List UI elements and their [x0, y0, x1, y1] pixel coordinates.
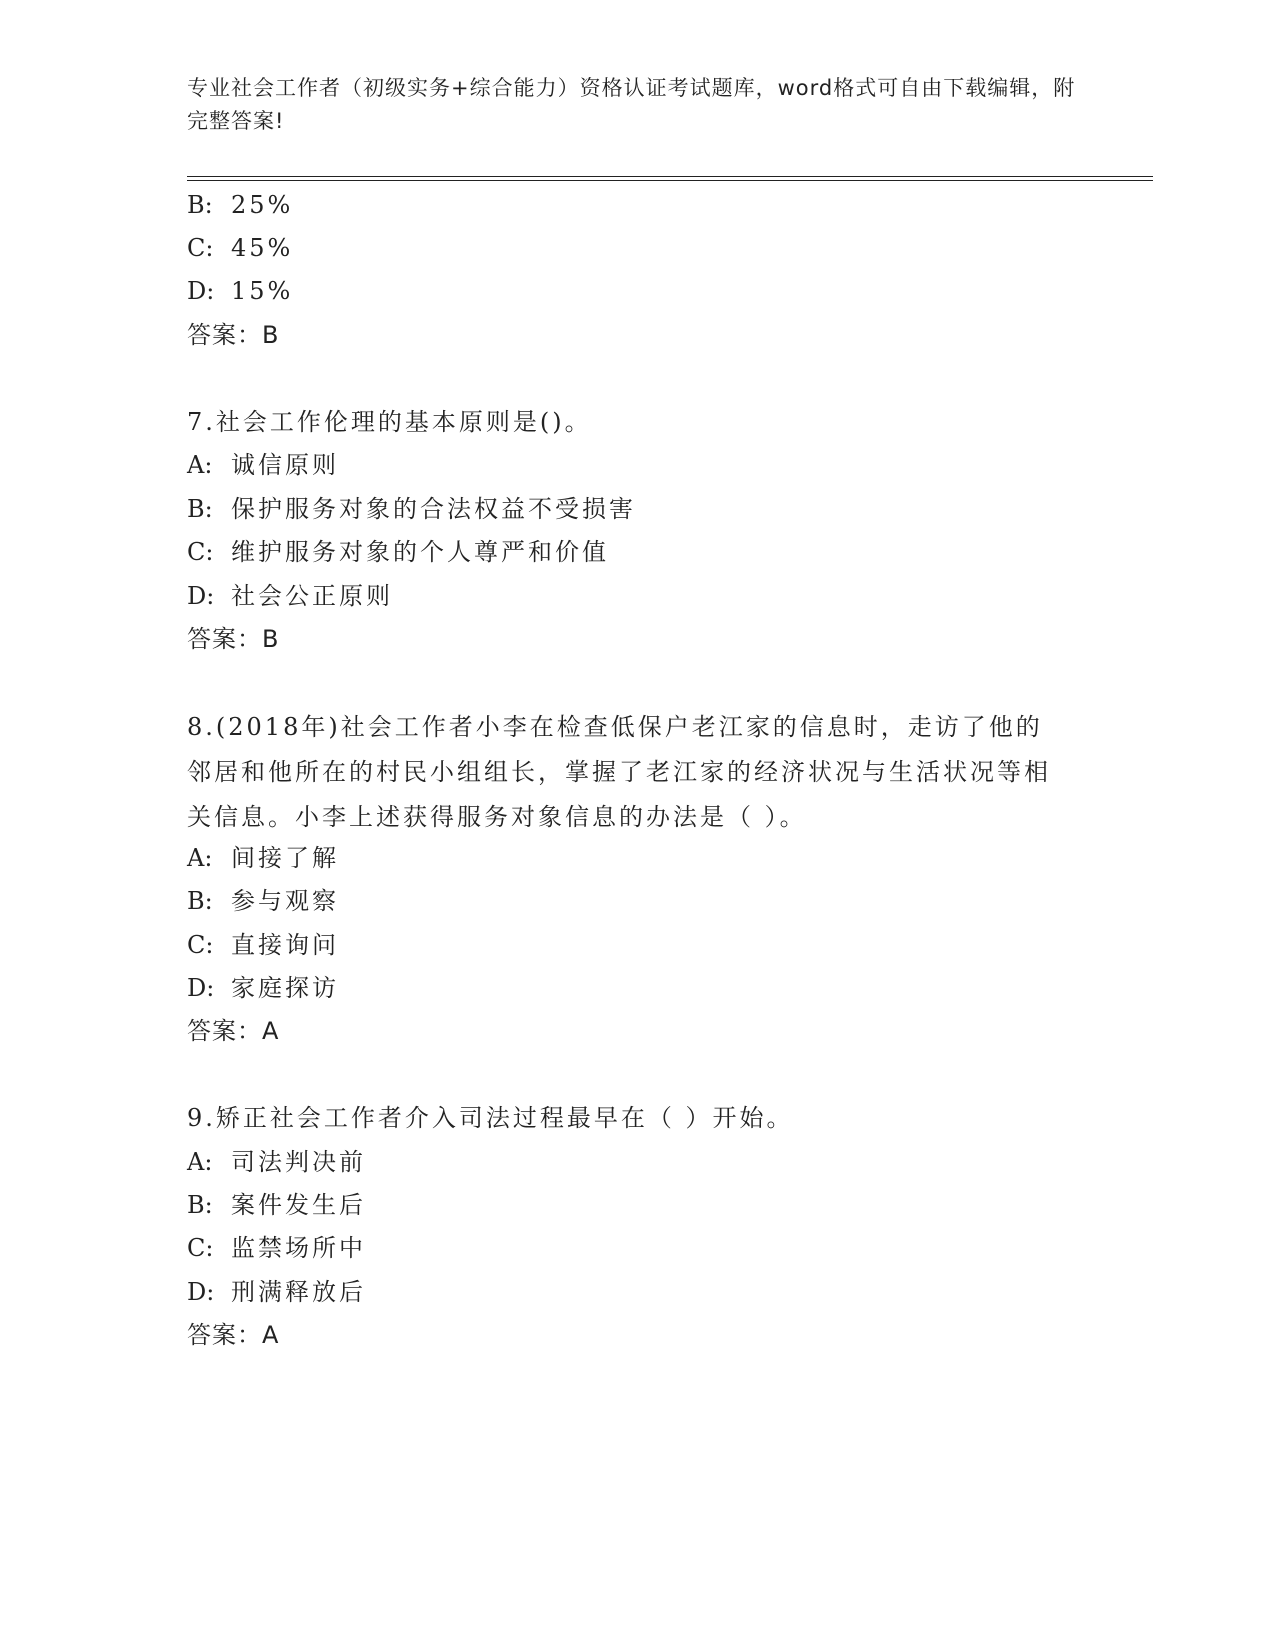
option-row — [187, 1277, 366, 1307]
question-stem: 7.社会工作伦理的基本原则是()。 — [187, 408, 592, 436]
option-text: 家庭探访 — [231, 974, 339, 1002]
option-key: C: — [187, 538, 214, 566]
option-key: D: — [187, 582, 215, 610]
option-row — [187, 494, 636, 524]
option-row — [187, 973, 339, 1003]
option-row — [187, 233, 293, 263]
question-stem: 9.矫正社会工作者介入司法过程最早在（ ）开始。 — [187, 1104, 794, 1132]
option-key: B: — [187, 1191, 213, 1219]
option-text: 45% — [231, 234, 294, 262]
answer-line: 答案：B — [187, 625, 280, 653]
option-key: A: — [187, 844, 213, 872]
answer-line: 答案：A — [187, 1017, 280, 1045]
document-header: 专业社会工作者（初级实务+综合能力）资格认证考试题库，word格式可自由下载编辑，附完整答案! — [187, 76, 1076, 133]
option-text: 15% — [231, 277, 294, 305]
option-row — [187, 450, 339, 480]
option-row — [187, 190, 293, 220]
option-text: 诚信原则 — [231, 451, 339, 479]
answer-line: 答案：B — [187, 321, 280, 349]
option-text: 保护服务对象的合法权益不受损害 — [231, 495, 636, 523]
option-key: A: — [187, 1148, 213, 1176]
option-text: 间接了解 — [231, 844, 339, 872]
option-text: 维护服务对象的个人尊严和价值 — [231, 538, 609, 566]
option-key: B: — [187, 887, 213, 915]
option-row — [187, 1147, 366, 1177]
option-row — [187, 886, 339, 916]
option-text: 案件发生后 — [231, 1191, 366, 1219]
option-key: D: — [187, 277, 215, 305]
option-key: A: — [187, 451, 213, 479]
option-text: 社会公正原则 — [231, 582, 393, 610]
option-text: 参与观察 — [231, 887, 339, 915]
answer-line: 答案：A — [187, 1321, 280, 1349]
option-key: C: — [187, 234, 214, 262]
option-text: 司法判决前 — [231, 1148, 366, 1176]
header-divider — [187, 176, 1153, 181]
option-key: C: — [187, 1234, 214, 1262]
option-key: B: — [187, 495, 213, 523]
option-text: 直接询问 — [231, 931, 339, 959]
option-text: 监禁场所中 — [231, 1234, 366, 1262]
option-row — [187, 581, 393, 611]
question-stem: 8.(2018年)社会工作者小李在检查低保户老江家的信息时，走访了他的邻居和他所在的村民小组组长，掌握了老江家的经济状况与生活状况等相关信息。小李上述获得服务对象信息的办法是（ ）。 — [187, 713, 1051, 831]
option-text: 25% — [231, 191, 294, 219]
option-row — [187, 537, 609, 567]
option-key: D: — [187, 1278, 215, 1306]
option-key: D: — [187, 974, 215, 1002]
option-row — [187, 276, 293, 306]
option-row — [187, 1233, 366, 1263]
option-row — [187, 843, 339, 873]
option-row — [187, 1190, 366, 1220]
option-key: C: — [187, 931, 214, 959]
option-text: 刑满释放后 — [231, 1278, 366, 1306]
option-row — [187, 930, 339, 960]
option-key: B: — [187, 191, 213, 219]
